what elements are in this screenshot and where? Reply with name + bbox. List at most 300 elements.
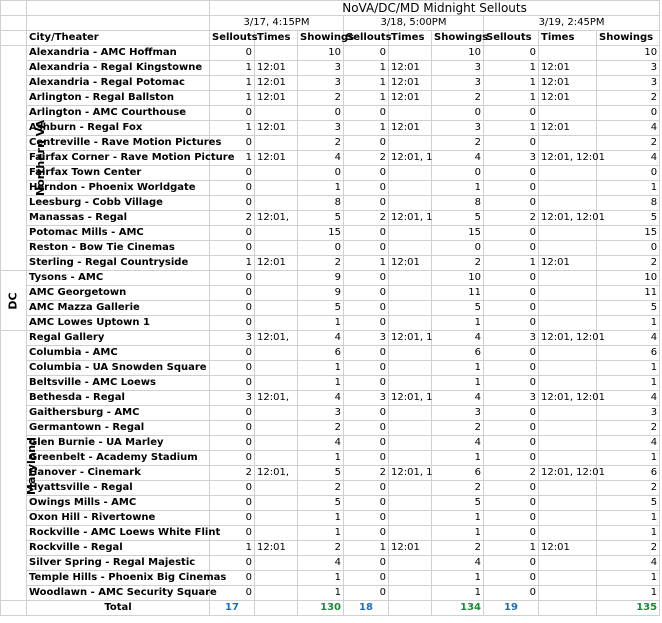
showings-cell-3: 15 xyxy=(597,226,660,241)
times-cell-2 xyxy=(389,181,432,196)
times-cell-3 xyxy=(539,421,597,436)
times-cell-3 xyxy=(539,46,597,61)
sellouts-cell-3: 1 xyxy=(484,541,539,556)
times-cell-3 xyxy=(539,451,597,466)
showings-cell-1: 5 xyxy=(298,496,344,511)
theater-name: AMC Lowes Uptown 1 xyxy=(27,316,210,331)
date-header-1: 3/17, 4:15PM xyxy=(210,16,344,31)
times-cell-2 xyxy=(389,301,432,316)
sellouts-cell-1: 0 xyxy=(210,136,255,151)
showings-cell-3: 10 xyxy=(597,271,660,286)
showings-cell-2: 2 xyxy=(432,541,484,556)
showings-cell-3: 1 xyxy=(597,511,660,526)
times-cell-1 xyxy=(255,271,298,286)
times-cell-1 xyxy=(255,361,298,376)
sellouts-cell-2: 0 xyxy=(344,196,389,211)
theater-name: Hyattsville - Regal xyxy=(27,481,210,496)
sellouts-cell-1: 0 xyxy=(210,271,255,286)
times-cell-2 xyxy=(389,421,432,436)
showings-cell-2: 10 xyxy=(432,46,484,61)
theater-name: AMC Mazza Gallerie xyxy=(27,301,210,316)
table-row xyxy=(1,196,660,211)
showings-cell-1: 2 xyxy=(298,136,344,151)
showings-cell-2: 8 xyxy=(432,196,484,211)
showings-cell-2: 0 xyxy=(432,166,484,181)
sellouts-cell-1: 0 xyxy=(210,421,255,436)
sellouts-cell-2: 1 xyxy=(344,61,389,76)
sellouts-cell-1: 0 xyxy=(210,46,255,61)
times-cell-1 xyxy=(255,376,298,391)
sellouts-cell-3: 0 xyxy=(484,316,539,331)
times-cell-3: 12:01 xyxy=(539,256,597,271)
sellouts-cell-3: 0 xyxy=(484,406,539,421)
sellouts-cell-3: 1 xyxy=(484,91,539,106)
showings-cell-3: 5 xyxy=(597,496,660,511)
showings-cell-1: 2 xyxy=(298,91,344,106)
showings-cell-2: 2 xyxy=(432,481,484,496)
times-cell-3 xyxy=(539,361,597,376)
showings-cell-3: 1 xyxy=(597,571,660,586)
date-header-2: 3/18, 5:00PM xyxy=(344,16,484,31)
times-cell-3: 12:01 xyxy=(539,91,597,106)
times-cell-1 xyxy=(255,241,298,256)
times-cell-2 xyxy=(389,106,432,121)
showings-cell-1: 3 xyxy=(298,61,344,76)
table-row xyxy=(1,226,660,241)
times-cell-1 xyxy=(255,406,298,421)
table-row xyxy=(1,496,660,511)
table-row xyxy=(1,241,660,256)
table-row xyxy=(1,256,660,271)
showings-cell-3: 4 xyxy=(597,391,660,406)
times-cell-3 xyxy=(539,286,597,301)
times-cell-2 xyxy=(389,571,432,586)
showings-cell-3: 4 xyxy=(597,331,660,346)
showings-cell-2: 11 xyxy=(432,286,484,301)
table-row xyxy=(1,76,660,91)
sellouts-cell-3: 0 xyxy=(484,511,539,526)
sellouts-cell-3: 0 xyxy=(484,451,539,466)
theater-name: Reston - Bow Tie Cinemas xyxy=(27,241,210,256)
sellouts-cell-1: 3 xyxy=(210,331,255,346)
showings-cell-3: 3 xyxy=(597,61,660,76)
showings-cell-1: 0 xyxy=(298,241,344,256)
showings-cell-3: 1 xyxy=(597,451,660,466)
sellouts-cell-1: 0 xyxy=(210,451,255,466)
sellouts-cell-3: 0 xyxy=(484,286,539,301)
total-times-2 xyxy=(389,601,432,616)
times-cell-1 xyxy=(255,586,298,601)
theater-name: Columbia - UA Snowden Square xyxy=(27,361,210,376)
sellouts-cell-3: 0 xyxy=(484,571,539,586)
sellouts-header-1: Sellouts xyxy=(210,31,255,46)
sellouts-cell-3: 0 xyxy=(484,556,539,571)
showings-cell-3: 8 xyxy=(597,196,660,211)
showings-cell-3: 2 xyxy=(597,421,660,436)
times-cell-1 xyxy=(255,436,298,451)
times-cell-2 xyxy=(389,586,432,601)
sellouts-cell-2: 0 xyxy=(344,511,389,526)
times-header-1: Times xyxy=(255,31,298,46)
sellouts-cell-1: 0 xyxy=(210,346,255,361)
sellouts-cell-3: 0 xyxy=(484,586,539,601)
region-label xyxy=(1,46,48,271)
sellouts-cell-1: 0 xyxy=(210,511,255,526)
times-cell-3: 12:01, 12:01 xyxy=(539,151,597,166)
showings-cell-3: 10 xyxy=(597,46,660,61)
table-row xyxy=(1,166,660,181)
sellouts-cell-2: 0 xyxy=(344,526,389,541)
theater-name: AMC Georgetown xyxy=(27,286,210,301)
theater-name: Greenbelt - Academy Stadium xyxy=(27,451,210,466)
sellouts-cell-2: 0 xyxy=(344,301,389,316)
sellouts-cell-1: 0 xyxy=(210,496,255,511)
sellouts-cell-2: 0 xyxy=(344,586,389,601)
showings-cell-2: 6 xyxy=(432,466,484,481)
region-label xyxy=(1,271,27,331)
times-cell-3 xyxy=(539,406,597,421)
times-cell-2: 12:01, 1 xyxy=(389,151,432,166)
table-row xyxy=(1,181,660,196)
table-row xyxy=(1,511,660,526)
sellouts-cell-2: 0 xyxy=(344,226,389,241)
sellouts-cell-1: 0 xyxy=(210,361,255,376)
times-cell-3: 12:01 xyxy=(539,121,597,136)
theater-name: Regal Gallery xyxy=(27,331,210,346)
sellouts-cell-2: 1 xyxy=(344,256,389,271)
times-cell-1 xyxy=(255,136,298,151)
sellouts-cell-1: 0 xyxy=(210,586,255,601)
sellouts-cell-2: 0 xyxy=(344,406,389,421)
showings-cell-2: 1 xyxy=(432,181,484,196)
times-cell-1 xyxy=(255,496,298,511)
theater-name: Potomac Mills - AMC xyxy=(27,226,210,241)
times-cell-1 xyxy=(255,316,298,331)
total-row xyxy=(1,601,660,616)
table-row xyxy=(1,286,660,301)
showings-cell-2: 1 xyxy=(432,376,484,391)
sellouts-cell-2: 2 xyxy=(344,466,389,481)
showings-cell-1: 1 xyxy=(298,376,344,391)
times-cell-3 xyxy=(539,496,597,511)
times-header-2: Times xyxy=(389,31,432,46)
times-cell-2 xyxy=(389,286,432,301)
total-sellouts-3: 19 xyxy=(484,601,539,616)
showings-cell-1: 4 xyxy=(298,391,344,406)
sellouts-cell-3: 1 xyxy=(484,121,539,136)
sellouts-cell-3: 0 xyxy=(484,346,539,361)
times-cell-2 xyxy=(389,346,432,361)
theater-name: Germantown - Regal xyxy=(27,421,210,436)
times-cell-3 xyxy=(539,436,597,451)
sellouts-cell-3: 0 xyxy=(484,361,539,376)
times-cell-2 xyxy=(389,526,432,541)
showings-cell-3: 0 xyxy=(597,241,660,256)
theater-name: Owings Mills - AMC xyxy=(27,496,210,511)
total-label: Total xyxy=(27,601,210,616)
times-cell-3: 12:01, 12:01 xyxy=(539,466,597,481)
table-row xyxy=(1,211,660,226)
showings-cell-1: 2 xyxy=(298,481,344,496)
times-cell-3 xyxy=(539,136,597,151)
sellouts-cell-3: 0 xyxy=(484,226,539,241)
times-cell-1: 12:01 xyxy=(255,61,298,76)
times-cell-1: 12:01 xyxy=(255,91,298,106)
sellouts-cell-3: 0 xyxy=(484,301,539,316)
showings-cell-2: 2 xyxy=(432,256,484,271)
showings-cell-3: 2 xyxy=(597,256,660,271)
theater-name: Arlington - AMC Courthouse xyxy=(27,106,210,121)
showings-cell-1: 1 xyxy=(298,511,344,526)
showings-cell-1: 1 xyxy=(298,586,344,601)
showings-cell-3: 5 xyxy=(597,301,660,316)
times-cell-3: 12:01 xyxy=(539,76,597,91)
sellouts-cell-2: 0 xyxy=(344,286,389,301)
times-cell-2 xyxy=(389,196,432,211)
times-cell-2 xyxy=(389,271,432,286)
showings-cell-1: 8 xyxy=(298,196,344,211)
showings-cell-2: 4 xyxy=(432,331,484,346)
showings-header-2: Showings xyxy=(432,31,484,46)
showings-cell-1: 3 xyxy=(298,76,344,91)
showings-cell-1: 5 xyxy=(298,301,344,316)
sellouts-cell-1: 0 xyxy=(210,316,255,331)
showings-cell-2: 6 xyxy=(432,346,484,361)
theater-name: Alexandria - Regal Kingstowne xyxy=(27,61,210,76)
times-cell-1 xyxy=(255,526,298,541)
theater-name: Gaithersburg - AMC xyxy=(27,406,210,421)
times-cell-3 xyxy=(539,166,597,181)
showings-cell-3: 3 xyxy=(597,406,660,421)
times-cell-2 xyxy=(389,511,432,526)
showings-cell-2: 4 xyxy=(432,391,484,406)
sellouts-cell-2: 0 xyxy=(344,136,389,151)
showings-cell-2: 3 xyxy=(432,61,484,76)
showings-cell-1: 1 xyxy=(298,451,344,466)
total-sellouts-2: 18 xyxy=(344,601,389,616)
showings-cell-2: 4 xyxy=(432,556,484,571)
showings-cell-2: 2 xyxy=(432,421,484,436)
showings-cell-1: 9 xyxy=(298,271,344,286)
sellouts-cell-3: 0 xyxy=(484,496,539,511)
theater-name: Tysons - AMC xyxy=(27,271,210,286)
table-row xyxy=(1,466,660,481)
table-row xyxy=(1,136,660,151)
showings-cell-2: 2 xyxy=(432,91,484,106)
times-cell-2 xyxy=(389,361,432,376)
showings-cell-2: 3 xyxy=(432,76,484,91)
theater-name: Glen Burnie - UA Marley xyxy=(27,436,210,451)
showings-cell-2: 1 xyxy=(432,361,484,376)
times-cell-2 xyxy=(389,436,432,451)
times-cell-2: 12:01 xyxy=(389,121,432,136)
showings-cell-3: 6 xyxy=(597,346,660,361)
theater-name: Centreville - Rave Motion Pictures xyxy=(27,136,210,151)
sellouts-cell-1: 3 xyxy=(210,391,255,406)
sellouts-cell-3: 0 xyxy=(484,271,539,286)
times-cell-2 xyxy=(389,316,432,331)
times-cell-1 xyxy=(255,286,298,301)
sellouts-cell-1: 0 xyxy=(210,481,255,496)
times-cell-2: 12:01 xyxy=(389,76,432,91)
sellouts-cell-2: 0 xyxy=(344,571,389,586)
sellouts-cell-1: 1 xyxy=(210,256,255,271)
times-cell-2: 12:01 xyxy=(389,91,432,106)
blank-corner xyxy=(1,31,27,46)
theater-name: Rockville - Regal xyxy=(27,541,210,556)
showings-cell-3: 4 xyxy=(597,436,660,451)
title-row xyxy=(1,1,660,16)
sellouts-cell-3: 0 xyxy=(484,46,539,61)
times-cell-3 xyxy=(539,226,597,241)
table-row xyxy=(1,481,660,496)
times-cell-1: 12:01 xyxy=(255,256,298,271)
sellouts-cell-3: 1 xyxy=(484,76,539,91)
showings-cell-1: 6 xyxy=(298,346,344,361)
sellouts-cell-1: 1 xyxy=(210,541,255,556)
theater-name: Alexandria - AMC Hoffman xyxy=(27,46,210,61)
sellouts-cell-1: 0 xyxy=(210,436,255,451)
sellouts-cell-2: 0 xyxy=(344,376,389,391)
table-row xyxy=(1,421,660,436)
sellouts-cell-3: 2 xyxy=(484,466,539,481)
times-cell-3: 12:01, 12:01 xyxy=(539,211,597,226)
blank-title-left xyxy=(27,1,210,16)
theater-name: Columbia - AMC xyxy=(27,346,210,361)
sellouts-cell-3: 0 xyxy=(484,436,539,451)
times-cell-3: 12:01, 12:01 xyxy=(539,331,597,346)
sellouts-cell-2: 0 xyxy=(344,451,389,466)
table-row xyxy=(1,331,660,346)
sellouts-cell-2: 0 xyxy=(344,436,389,451)
theater-name: Fairfax Corner - Rave Motion Picture xyxy=(27,151,210,166)
table-row xyxy=(1,346,660,361)
sellouts-cell-1: 0 xyxy=(210,106,255,121)
total-showings-3: 135 xyxy=(597,601,660,616)
theater-name: Beltsville - AMC Loews xyxy=(27,376,210,391)
sellouts-cell-3: 0 xyxy=(484,196,539,211)
sellouts-cell-2: 1 xyxy=(344,91,389,106)
showings-cell-2: 4 xyxy=(432,151,484,166)
sellouts-cell-1: 0 xyxy=(210,241,255,256)
times-cell-1: 12:01, xyxy=(255,466,298,481)
sellouts-cell-3: 0 xyxy=(484,181,539,196)
sellouts-cell-2: 2 xyxy=(344,151,389,166)
showings-cell-1: 3 xyxy=(298,406,344,421)
theater-name: Arlington - Regal Ballston xyxy=(27,91,210,106)
sellouts-cell-3: 0 xyxy=(484,376,539,391)
theater-name: Rockville - AMC Loews White Flint xyxy=(27,526,210,541)
showings-header-3: Showings xyxy=(597,31,660,46)
sellouts-cell-2: 0 xyxy=(344,316,389,331)
sellouts-cell-3: 1 xyxy=(484,256,539,271)
showings-cell-3: 2 xyxy=(597,541,660,556)
showings-cell-1: 0 xyxy=(298,106,344,121)
times-cell-3: 12:01 xyxy=(539,541,597,556)
times-cell-3 xyxy=(539,481,597,496)
city-header: City/Theater xyxy=(27,31,210,46)
sellouts-cell-1: 0 xyxy=(210,376,255,391)
showings-cell-2: 15 xyxy=(432,226,484,241)
table-row xyxy=(1,586,660,601)
sellouts-cell-3: 0 xyxy=(484,526,539,541)
showings-cell-3: 4 xyxy=(597,121,660,136)
region-label-text: Northern VA xyxy=(34,119,48,197)
showings-cell-2: 5 xyxy=(432,211,484,226)
table-row xyxy=(1,61,660,76)
sellouts-cell-1: 1 xyxy=(210,76,255,91)
showings-cell-2: 0 xyxy=(432,241,484,256)
sellouts-cell-1: 0 xyxy=(210,226,255,241)
showings-cell-3: 2 xyxy=(597,136,660,151)
times-cell-2: 12:01, 1 xyxy=(389,211,432,226)
showings-cell-1: 5 xyxy=(298,466,344,481)
sellouts-cell-3: 3 xyxy=(484,151,539,166)
showings-cell-3: 5 xyxy=(597,211,660,226)
times-cell-3 xyxy=(539,106,597,121)
table-row xyxy=(1,556,660,571)
showings-cell-2: 5 xyxy=(432,496,484,511)
showings-cell-3: 6 xyxy=(597,466,660,481)
times-cell-2: 12:01, 1 xyxy=(389,466,432,481)
sellouts-header-3: Sellouts xyxy=(484,31,539,46)
showings-cell-3: 11 xyxy=(597,286,660,301)
showings-cell-3: 4 xyxy=(597,556,660,571)
times-cell-1 xyxy=(255,511,298,526)
times-cell-3 xyxy=(539,556,597,571)
times-cell-1 xyxy=(255,166,298,181)
times-cell-1: 12:01, xyxy=(255,391,298,406)
region-label xyxy=(1,331,38,601)
times-cell-2 xyxy=(389,481,432,496)
sellouts-cell-2: 0 xyxy=(344,481,389,496)
times-cell-3 xyxy=(539,511,597,526)
times-cell-2: 12:01, 1 xyxy=(389,391,432,406)
sellouts-cell-1: 0 xyxy=(210,196,255,211)
sellouts-cell-2: 1 xyxy=(344,76,389,91)
showings-cell-1: 9 xyxy=(298,286,344,301)
times-cell-1: 12:01 xyxy=(255,541,298,556)
blank-corner xyxy=(1,16,27,31)
sellouts-cell-2: 0 xyxy=(344,346,389,361)
sellouts-cell-2: 1 xyxy=(344,121,389,136)
times-cell-1 xyxy=(255,571,298,586)
times-cell-2 xyxy=(389,166,432,181)
sellouts-cell-3: 3 xyxy=(484,331,539,346)
showings-cell-3: 1 xyxy=(597,586,660,601)
sellouts-cell-1: 2 xyxy=(210,466,255,481)
times-cell-3 xyxy=(539,181,597,196)
times-cell-3 xyxy=(539,526,597,541)
theater-name: Bethesda - Regal xyxy=(27,391,210,406)
sellouts-cell-3: 1 xyxy=(484,61,539,76)
times-cell-1 xyxy=(255,46,298,61)
showings-cell-2: 3 xyxy=(432,121,484,136)
table-row xyxy=(1,151,660,166)
table-row xyxy=(1,406,660,421)
theater-name: Leesburg - Cobb Village xyxy=(27,196,210,211)
showings-cell-3: 3 xyxy=(597,76,660,91)
showings-cell-1: 1 xyxy=(298,181,344,196)
sellouts-cell-2: 0 xyxy=(344,241,389,256)
times-cell-1 xyxy=(255,226,298,241)
blank-date-left xyxy=(27,16,210,31)
showings-cell-1: 3 xyxy=(298,121,344,136)
times-cell-2: 12:01, 1 xyxy=(389,331,432,346)
times-cell-2 xyxy=(389,496,432,511)
showings-cell-1: 0 xyxy=(298,166,344,181)
showings-cell-2: 1 xyxy=(432,571,484,586)
